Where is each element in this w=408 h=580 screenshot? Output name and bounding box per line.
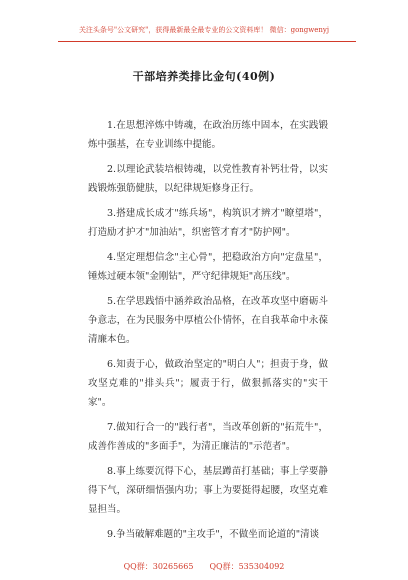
footer-qq-group-1: QQ群：30265665 xyxy=(123,562,194,571)
footer xyxy=(0,561,408,572)
paragraph-2: 2.以理论武装培根铸魂，以党性教育补钙壮骨，以实践锻炼强筋健肤，以纪律规矩修身正行。 xyxy=(88,164,328,194)
document-title: 干部培养类排比金句(40例) xyxy=(132,70,276,83)
paragraph-8: 8.事上练要沉得下心，基层蹲苗打基础；事上学要静得下气，深研细悟强内功；事上为要挺得起腰，攻坚克难显担当。 xyxy=(88,466,328,515)
header-divider xyxy=(58,41,356,42)
paragraph-1: 1.在思想淬炼中铸魂，在政治历练中固本，在实践锻炼中强基，在专业训练中提能。 xyxy=(88,120,328,150)
paragraph-9: 9.争当破解难题的"主攻手"，不做坐而论道的"清谈 xyxy=(107,529,320,540)
header-banner: 关注头条号"公文研究"，获得最新最全最专业的公文资料库！ 微信：gongwenyj xyxy=(78,26,330,34)
document-body xyxy=(88,116,328,550)
paragraph-4: 4.坚定理想信念"主心骨"，把稳政治方向"定盘星"，锤炼过硬本领"金刚钻"，严守纪律规矩"高压线"。 xyxy=(88,252,328,282)
paragraph-3: 3.搭建成长成才"练兵场"，构筑识才辨才"瞭望塔"，打造励才护才"加油站"，织密管才育才"防护网"。 xyxy=(88,208,328,238)
paragraph-7: 7.做知行合一的"践行者"，当改革创新的"拓荒牛"，成善作善成的"多面手"，为清正廉洁的"示范者"。 xyxy=(88,422,328,452)
footer-qq-group-2: QQ群：535304092 xyxy=(209,562,285,571)
paragraph-6: 6.知责于心，做政治坚定的"明白人"；担责于身，做攻坚克难的"排头兵"；履责于行，做狠抓落实的"实干家"。 xyxy=(88,359,328,408)
paragraph-5: 5.在学思践悟中涵养政治品格，在改革攻坚中磨砺斗争意志，在为民服务中厚植公仆情怀，在自我革命中永葆清廉本色。 xyxy=(88,296,328,345)
